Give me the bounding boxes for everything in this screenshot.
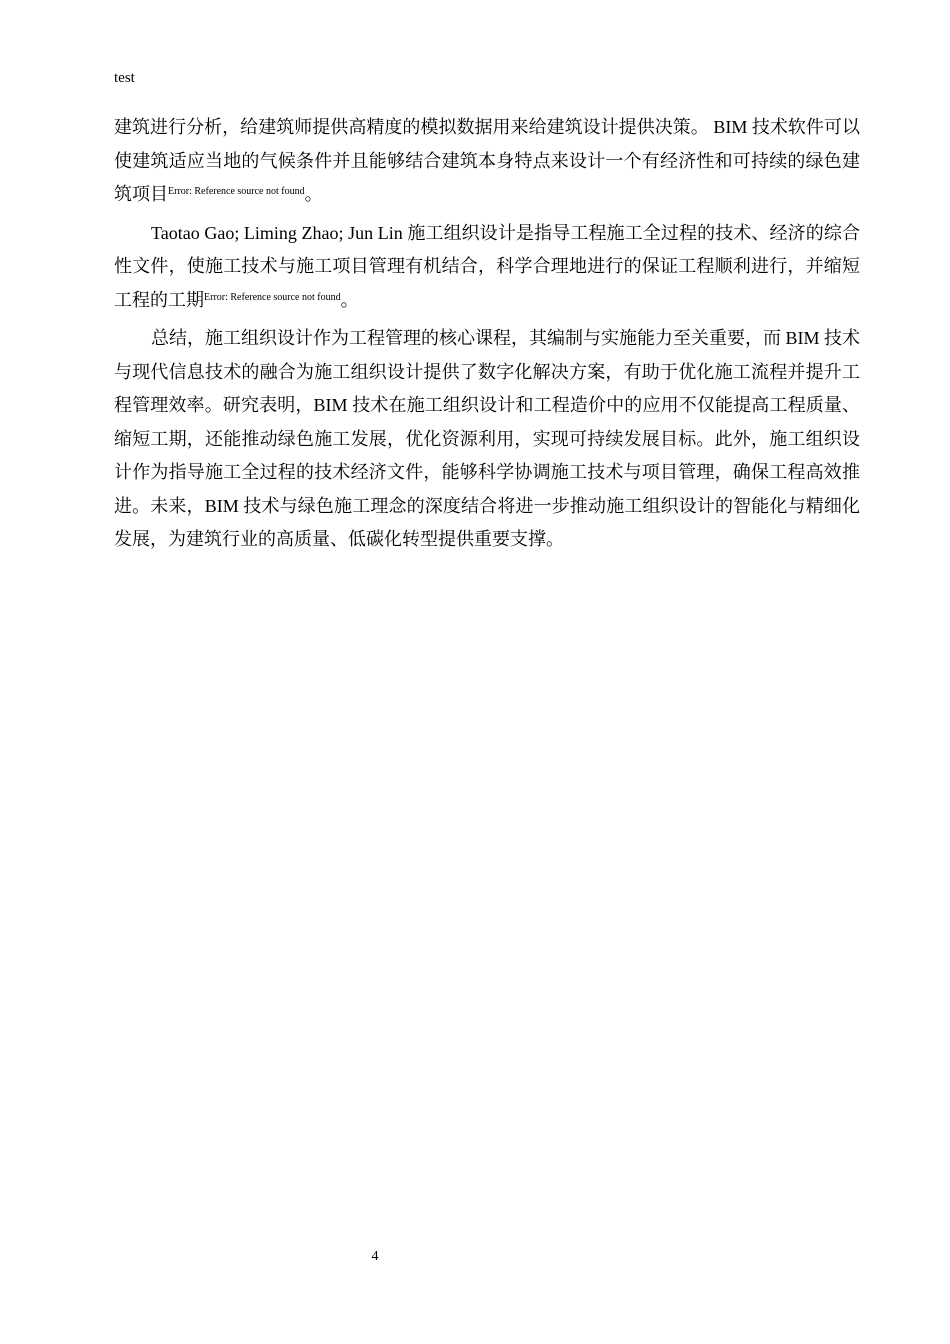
paragraph-2-text: Taotao Gao; Liming Zhao; Jun Lin 施工组织设计是指导工程施工全过程的技术、经济的综合性文件，使施工技术与施工项目管理有机结合，科学合理地进行的保证工程顺利进行，并缩短工程的工期 [114, 222, 860, 310]
paragraph-3-text: 总结，施工组织设计作为工程管理的核心课程，其编制与实施能力至关重要，而 BIM 技术与现代信息技术的融合为施工组织设计提供了数字化解决方案，有助于优化施工流程并提升工程管理效率。研究表明，BIM 技术在施工组织设计和工程造价中的应用不仅能提高工程质量、缩短工期，还能推动绿色施工发展，优化资源利用，实现可持续发展目标。此外，施工组织设计作为指导施工全过程的技术经济文件，能够科学协调施工技术与项目管理，确保工程高效推进。未来，BIM 技术与绿色施工理念的深度结合将进一步推动施工组织设计的智能化与精细化发展，为建筑行业的高质量、低碳化转型提供重要支撑。 [114, 328, 861, 549]
paragraph-1-text: 建筑进行分析，给建筑师提供高精度的模拟数据用来给建筑设计提供决策。 BIM 技术软件可以使建筑适应当地的气候条件并且能够结合建筑本身特点来设计一个有经济性和可持续的绿色建筑项目 [114, 117, 860, 204]
page-number: 4 [371, 1249, 379, 1264]
paragraph-1 [114, 111, 860, 212]
paragraph-2 [114, 217, 860, 318]
paragraph-2-end: 。 [340, 289, 359, 310]
page-header: test [114, 70, 135, 86]
citation-error-2: Error: Reference source not found [204, 291, 341, 303]
paragraph-1-end: 。 [304, 184, 323, 204]
paragraph-3 [114, 322, 860, 557]
citation-error-1: Error: Reference source not found [168, 186, 305, 197]
body-text [114, 111, 860, 557]
